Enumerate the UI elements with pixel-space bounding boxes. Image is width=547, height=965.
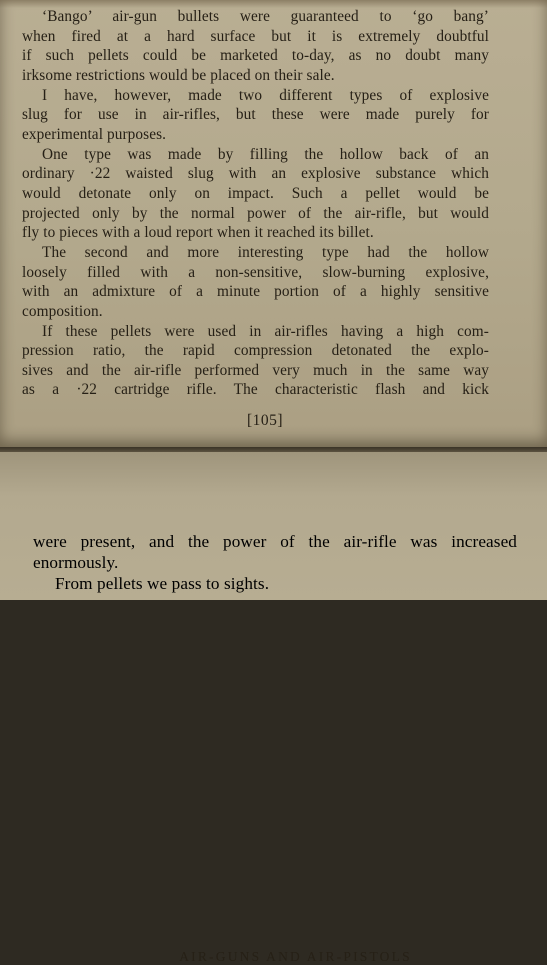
text-line: composition. bbox=[22, 302, 103, 320]
text-line: experimental purposes. bbox=[22, 125, 167, 143]
text-line: The second and more interesting type had the hollow bbox=[42, 243, 489, 261]
text-line: I have, however, made two different types of explosive bbox=[42, 86, 489, 104]
text-line: sives and the air-rifle performed very much in the same way bbox=[22, 361, 489, 379]
text-line: when fired at a hard surface but it is extremely doubtful bbox=[22, 27, 489, 45]
text-line: From pellets we pass to sights. bbox=[55, 574, 270, 593]
text-line: were present, and the power of the air-rifle was increased bbox=[33, 532, 517, 551]
text-line: as a ·22 cartridge rifle. The characteristic flash and kick bbox=[22, 381, 489, 399]
text-line: if such pellets could be marketed to-day, as no doubt many bbox=[22, 47, 489, 65]
page-number: [105] bbox=[246, 412, 284, 429]
text-line: ordinary ·22 waisted slug with an explosive substance which bbox=[22, 165, 489, 183]
text-line: enormously. bbox=[33, 553, 119, 572]
text-line: would detonate only on impact. Such a pellet would be bbox=[22, 184, 489, 202]
running-head: AIR-GUNS AND AIR-PISTOLS bbox=[179, 949, 412, 964]
text-line: with an admixture of a minute portion of a highly sensitive bbox=[22, 283, 489, 301]
text-line: pression ratio, the rapid compression detonated the explo- bbox=[22, 342, 489, 360]
text-line: slug for use in air-rifles, but these were made purely for bbox=[22, 106, 489, 124]
text-line: irksome restrictions would be placed on their sale. bbox=[22, 66, 335, 84]
text-line: One type was made by filling the hollow back of an bbox=[42, 145, 489, 163]
text-line: ‘Bango’ air-gun bullets were guaranteed to ‘go bang’ bbox=[42, 8, 489, 25]
upper-page-body-text bbox=[22, 7, 489, 400]
book-page-upper bbox=[0, 0, 547, 447]
text-line: loosely filled with a non-sensitive, slow-burning explosive, bbox=[22, 263, 489, 281]
text-line: If these pellets were used in air-rifles having a high com- bbox=[42, 322, 489, 340]
text-line: projected only by the normal power of the air-rifle, but would bbox=[22, 204, 489, 222]
lower-page-body-text bbox=[33, 531, 517, 594]
text-line: fly to pieces with a loud report when it reached its billet. bbox=[22, 224, 374, 242]
